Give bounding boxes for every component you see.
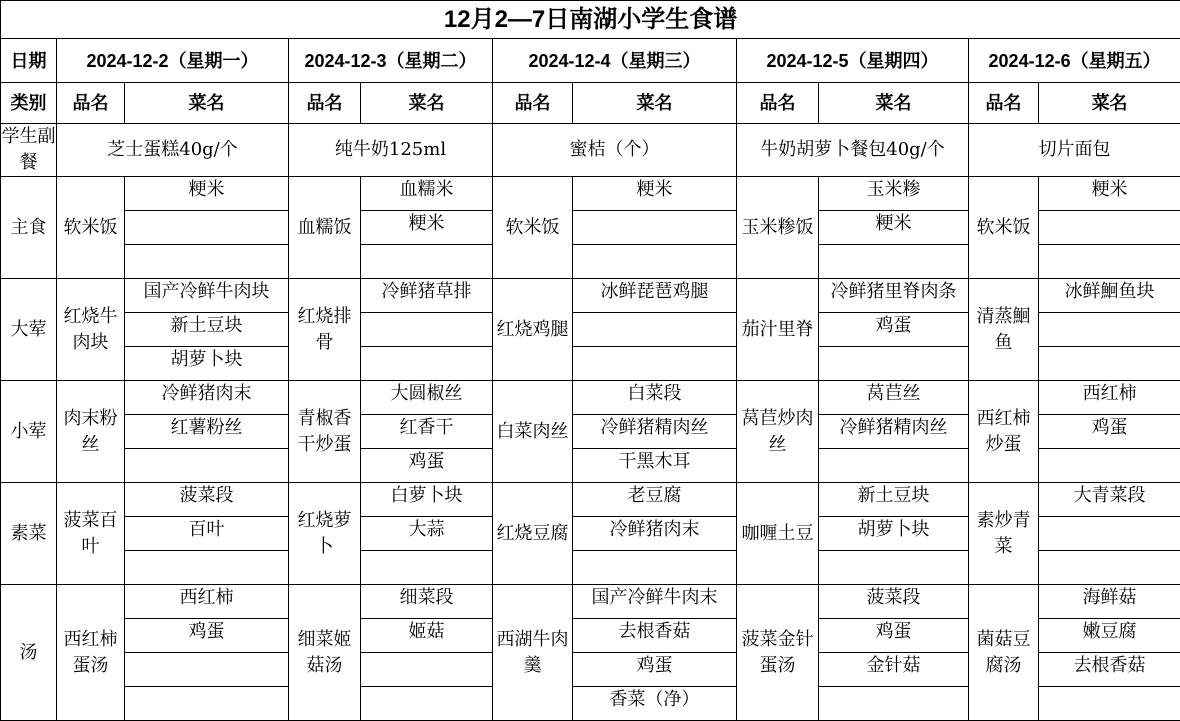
ingredient-cell: 胡萝卜块 xyxy=(125,347,289,381)
ingredient-cell xyxy=(573,313,737,347)
ingredient-cell: 白菜段 xyxy=(573,381,737,415)
ingredient-cell: 冷鲜猪草排 xyxy=(361,279,493,313)
ingredient-cell: 姬菇 xyxy=(361,619,493,653)
snack-item: 纯牛奶125ml xyxy=(289,124,493,177)
snack-row xyxy=(1,124,1180,177)
ingredient-cell xyxy=(1039,551,1180,585)
ingredient-cell: 去根香菇 xyxy=(1039,653,1180,687)
date-header: 2024-12-6（星期五） xyxy=(969,39,1180,83)
dish-name: 菌菇豆腐汤 xyxy=(969,585,1039,721)
ingredient-label: 菜名 xyxy=(361,83,493,124)
ingredient-cell: 玉米糁 xyxy=(819,177,969,211)
snack-item: 切片面包 xyxy=(969,124,1180,177)
ingredient-cell: 新土豆块 xyxy=(819,483,969,517)
ingredient-cell: 老豆腐 xyxy=(573,483,737,517)
snack-item: 牛奶胡萝卜餐包40g/个 xyxy=(737,124,969,177)
ingredient-cell: 细菜段 xyxy=(361,585,493,619)
ingredient-cell: 冷鲜猪肉末 xyxy=(125,381,289,415)
dish-name: 菠菜百叶 xyxy=(57,483,125,585)
ingredient-cell: 冰鲜琵琶鸡腿 xyxy=(573,279,737,313)
ingredient-cell: 粳米 xyxy=(573,177,737,211)
ingredient-label: 菜名 xyxy=(819,83,969,124)
snack-item: 芝士蛋糕40g/个 xyxy=(57,124,289,177)
ingredient-cell: 冷鲜猪精肉丝 xyxy=(819,415,969,449)
ingredient-cell: 香菜（净） xyxy=(573,687,737,721)
ingredient-cell: 冷鲜猪精肉丝 xyxy=(573,415,737,449)
date-label: 日期 xyxy=(1,39,57,83)
dish-name: 西红柿蛋汤 xyxy=(57,585,125,721)
ingredient-cell xyxy=(819,551,969,585)
ingredient-cell: 菠菜段 xyxy=(819,585,969,619)
category-1-label: 主食 xyxy=(1,177,57,279)
table-row xyxy=(1,381,1180,415)
ingredient-cell: 胡萝卜块 xyxy=(819,517,969,551)
ingredient-cell: 嫩豆腐 xyxy=(1039,619,1180,653)
dish-name: 细菜姬菇汤 xyxy=(289,585,361,721)
ingredient-cell: 干黑木耳 xyxy=(573,449,737,483)
ingredient-cell xyxy=(125,449,289,483)
ingredient-cell: 鸡蛋 xyxy=(1039,415,1180,449)
dish-label: 品名 xyxy=(289,83,361,124)
ingredient-cell xyxy=(1039,245,1180,279)
dish-name: 软米饭 xyxy=(57,177,125,279)
ingredient-cell xyxy=(819,449,969,483)
ingredient-cell: 鸡蛋 xyxy=(361,449,493,483)
ingredient-cell xyxy=(125,687,289,721)
ingredient-cell: 红薯粉丝 xyxy=(125,415,289,449)
ingredient-cell: 冷鲜猪里脊肉条 xyxy=(819,279,969,313)
date-header: 2024-12-5（星期四） xyxy=(737,39,969,83)
date-header: 2024-12-2（星期一） xyxy=(57,39,289,83)
ingredient-cell: 海鲜菇 xyxy=(1039,585,1180,619)
ingredient-label: 菜名 xyxy=(125,83,289,124)
ingredient-cell xyxy=(361,313,493,347)
page-title: 12月2—7日南湖小学生食谱 xyxy=(1,1,1180,39)
ingredient-cell: 去根香菇 xyxy=(573,619,737,653)
ingredient-cell xyxy=(361,551,493,585)
ingredient-label: 菜名 xyxy=(1039,83,1180,124)
dish-name: 莴苣炒肉丝 xyxy=(737,381,819,483)
ingredient-cell: 鸡蛋 xyxy=(819,313,969,347)
dish-name: 白菜肉丝 xyxy=(493,381,573,483)
ingredient-cell: 大蒜 xyxy=(361,517,493,551)
dish-label: 品名 xyxy=(969,83,1039,124)
ingredient-cell: 红香干 xyxy=(361,415,493,449)
ingredient-cell: 百叶 xyxy=(125,517,289,551)
dish-name: 肉末粉丝 xyxy=(57,381,125,483)
dish-name: 咖喱土豆 xyxy=(737,483,819,585)
ingredient-cell: 大青菜段 xyxy=(1039,483,1180,517)
ingredient-cell xyxy=(1039,449,1180,483)
ingredient-label: 菜名 xyxy=(573,83,737,124)
table-row xyxy=(1,585,1180,619)
ingredient-cell: 白萝卜块 xyxy=(361,483,493,517)
dish-name: 红烧排骨 xyxy=(289,279,361,381)
ingredient-cell: 粳米 xyxy=(1039,177,1180,211)
ingredient-cell xyxy=(1039,347,1180,381)
table-row xyxy=(1,483,1180,517)
ingredient-cell: 冷鲜猪肉末 xyxy=(573,517,737,551)
dish-label: 品名 xyxy=(493,83,573,124)
dish-name: 菠菜金针蛋汤 xyxy=(737,585,819,721)
ingredient-cell: 大圆椒丝 xyxy=(361,381,493,415)
ingredient-cell: 粳米 xyxy=(819,211,969,245)
ingredient-cell: 国产冷鲜牛肉块 xyxy=(125,279,289,313)
ingredient-cell xyxy=(361,347,493,381)
ingredient-cell xyxy=(361,653,493,687)
category-5-label: 汤 xyxy=(1,585,57,721)
ingredient-cell: 粳米 xyxy=(125,177,289,211)
ingredient-cell xyxy=(819,245,969,279)
dish-name: 玉米糁饭 xyxy=(737,177,819,279)
ingredient-cell xyxy=(573,245,737,279)
category-4-label: 素菜 xyxy=(1,483,57,585)
ingredient-cell xyxy=(819,347,969,381)
dish-name: 茄汁里脊 xyxy=(737,279,819,381)
dish-name: 血糯饭 xyxy=(289,177,361,279)
ingredient-cell: 鸡蛋 xyxy=(125,619,289,653)
dish-name: 青椒香干炒蛋 xyxy=(289,381,361,483)
category-3-label: 小荤 xyxy=(1,381,57,483)
date-header: 2024-12-4（星期三） xyxy=(493,39,737,83)
ingredient-cell xyxy=(125,245,289,279)
ingredient-cell: 西红柿 xyxy=(125,585,289,619)
dish-label: 品名 xyxy=(57,83,125,124)
menu-body xyxy=(1,1,1180,721)
ingredient-cell xyxy=(125,211,289,245)
ingredient-cell: 粳米 xyxy=(361,211,493,245)
dish-name: 素炒青菜 xyxy=(969,483,1039,585)
ingredient-cell xyxy=(125,653,289,687)
title-row xyxy=(1,1,1180,39)
ingredient-cell: 西红柿 xyxy=(1039,381,1180,415)
dish-name: 清蒸鮰鱼 xyxy=(969,279,1039,381)
ingredient-cell: 鸡蛋 xyxy=(573,653,737,687)
ingredient-cell xyxy=(125,551,289,585)
dish-name: 红烧萝卜 xyxy=(289,483,361,585)
ingredient-cell xyxy=(819,687,969,721)
snack-item: 蜜桔（个） xyxy=(493,124,737,177)
category-header-row xyxy=(1,83,1180,124)
ingredient-cell: 新土豆块 xyxy=(125,313,289,347)
dish-name: 软米饭 xyxy=(969,177,1039,279)
dish-name: 红烧豆腐 xyxy=(493,483,573,585)
ingredient-cell: 金针菇 xyxy=(819,653,969,687)
ingredient-cell: 国产冷鲜牛肉末 xyxy=(573,585,737,619)
category-label: 类别 xyxy=(1,83,57,124)
ingredient-cell: 鸡蛋 xyxy=(819,619,969,653)
ingredient-cell xyxy=(1039,211,1180,245)
ingredient-cell: 血糯米 xyxy=(361,177,493,211)
ingredient-cell xyxy=(573,211,737,245)
ingredient-cell: 菠菜段 xyxy=(125,483,289,517)
dish-name: 软米饭 xyxy=(493,177,573,279)
dish-name: 红烧鸡腿 xyxy=(493,279,573,381)
dish-label: 品名 xyxy=(737,83,819,124)
ingredient-cell xyxy=(1039,517,1180,551)
ingredient-cell xyxy=(361,245,493,279)
ingredient-cell xyxy=(1039,313,1180,347)
date-header: 2024-12-3（星期二） xyxy=(289,39,493,83)
ingredient-cell xyxy=(361,687,493,721)
date-row xyxy=(1,39,1180,83)
dish-name: 西湖牛肉羹 xyxy=(493,585,573,721)
dish-name: 西红柿炒蛋 xyxy=(969,381,1039,483)
category-2-label: 大荤 xyxy=(1,279,57,381)
dish-name: 红烧牛肉块 xyxy=(57,279,125,381)
table-row xyxy=(1,279,1180,313)
ingredient-cell: 莴苣丝 xyxy=(819,381,969,415)
snack-label: 学生副餐 xyxy=(1,124,57,177)
table-row xyxy=(1,177,1180,211)
ingredient-cell xyxy=(573,551,737,585)
ingredient-cell: 冰鲜鮰鱼块 xyxy=(1039,279,1180,313)
ingredient-cell xyxy=(573,347,737,381)
ingredient-cell xyxy=(1039,687,1180,721)
